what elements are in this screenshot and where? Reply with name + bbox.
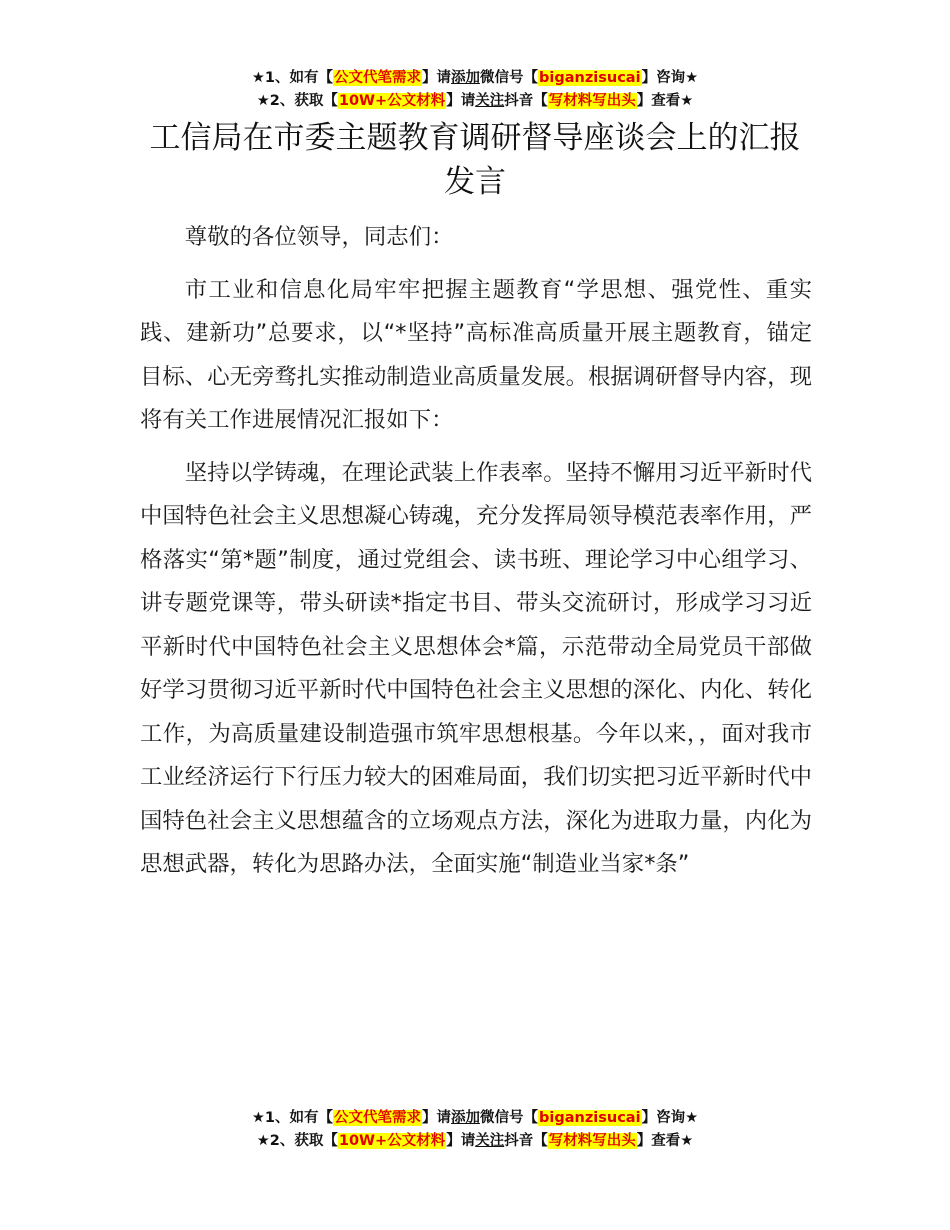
wechat-id-highlight: biganzisucai [539, 70, 641, 86]
banner-line-1: ★1、如有【公文代笔需求】请添加微信号【biganzisucai】咨询★ [251, 1110, 699, 1126]
service-highlight: 公文代笔需求 [334, 70, 422, 86]
banner-line-1: ★1、如有【公文代笔需求】请添加微信号【biganzisucai】咨询★ [251, 70, 699, 86]
page-title: 工信局在市委主题教育调研督导座谈会上的汇报发言 [149, 120, 801, 200]
service-highlight: 公文代笔需求 [334, 1110, 422, 1126]
materials-highlight: 10W+公文材料 [338, 1133, 446, 1149]
salutation: 尊敬的各位领导，同志们： [184, 224, 454, 250]
douyin-highlight: 写材料写出头 [548, 1133, 636, 1149]
banner-line-2: ★2、获取【10W+公文材料】请关注抖音【写材料写出头】查看★ [256, 1133, 694, 1149]
banner-line-2: ★2、获取【10W+公文材料】请关注抖音【写材料写出头】查看★ [256, 93, 694, 109]
document-body [140, 216, 812, 896]
wechat-id-highlight: biganzisucai [539, 1110, 641, 1126]
header-banner [0, 67, 950, 113]
paragraph: 市工业和信息化局牢牢把握主题教育“学思想、强党性、重实践、建新功”总要求，以“*坚持”高标准高质量开展主题教育，锚定目标、心无旁骛扎实推动制造业高质量发展。根据调研督导内容，现将有关工作进展情况汇报如下： [140, 276, 812, 433]
materials-highlight: 10W+公文材料 [338, 93, 446, 109]
douyin-highlight: 写材料写出头 [548, 93, 636, 109]
footer-banner [0, 1107, 950, 1153]
paragraph: 坚持以学铸魂，在理论武装上作表率。坚持不懈用习近平新时代中国特色社会主义思想凝心铸魂，充分发挥局领导模范表率作用，严格落实“第*题”制度，通过党组会、读书班、理论学习中心组学习、讲专题党课等，带头研读*指定书目、带头交流研讨，形成学习习近平新时代中国特色社会主义思想体会*篇，示范带动全局党员干部做好学习贯彻习近平新时代中国特色社会主义思想的深化、内化、转化工作，为高质量建设制造强市筑牢思想根基。今年以来，，面对我市工业经济运行下行压力较大的困难局面，我们切实把习近平新时代中国特色社会主义思想蕴含的立场观点方法，深化为进取力量，内化为思想武器，转化为思路办法，全面实施“制造业当家*条” [140, 459, 812, 877]
